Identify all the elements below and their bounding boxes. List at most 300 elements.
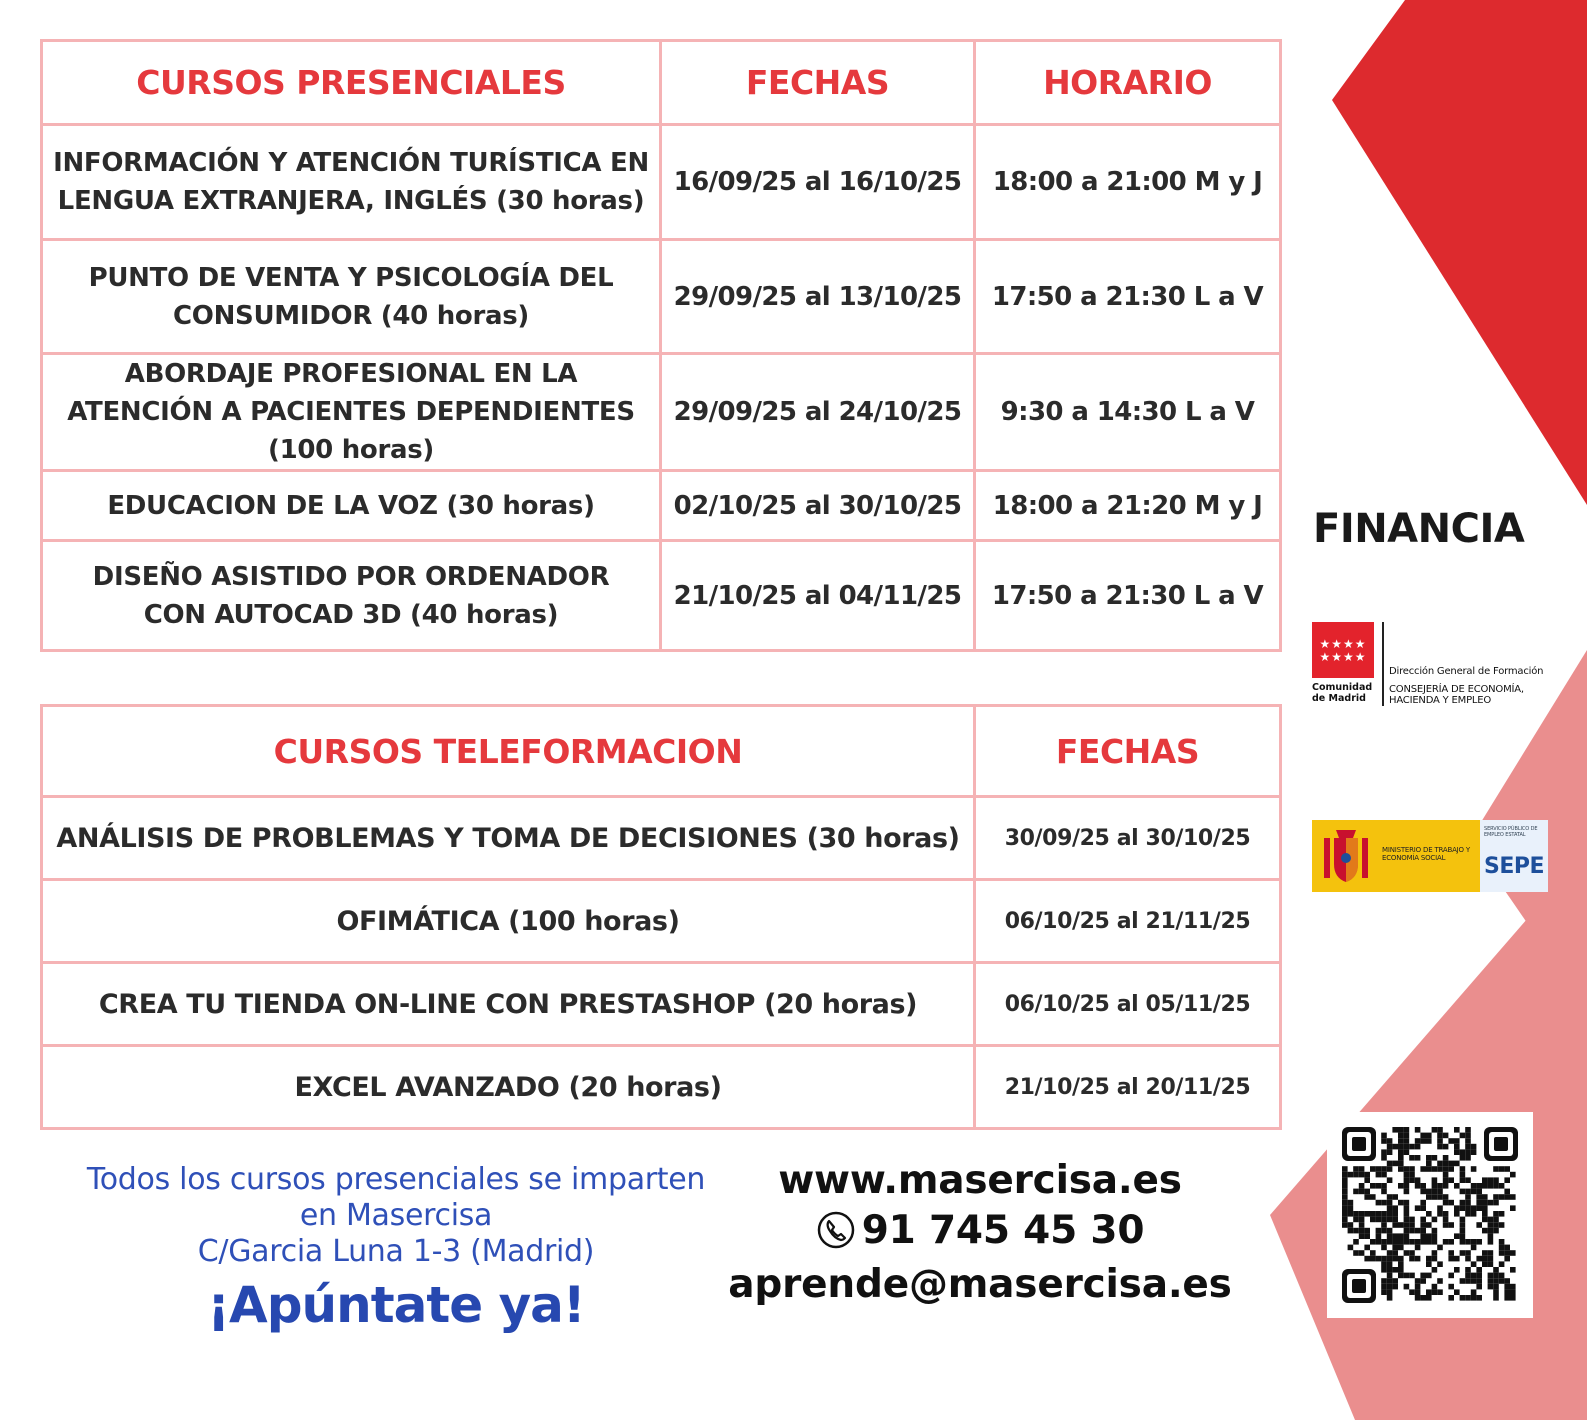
qr-module	[1398, 1245, 1404, 1251]
qr-module	[1476, 1222, 1482, 1228]
course-name: PUNTO DE VENTA Y PSICOLOGÍA DEL CONSUMIDOR (40 horas)	[42, 240, 661, 354]
qr-module	[1437, 1189, 1443, 1195]
qr-module	[1471, 1205, 1477, 1211]
qr-module	[1476, 1239, 1482, 1245]
sepe-logo	[1312, 820, 1548, 892]
qr-module	[1482, 1217, 1488, 1223]
qr-module	[1504, 1278, 1510, 1284]
spain-coat-of-arms-icon	[1318, 824, 1374, 888]
note-line-2: en Masercisa	[299, 1198, 493, 1233]
qr-module	[1398, 1161, 1404, 1167]
qr-module	[1493, 1194, 1499, 1200]
qr-module	[1359, 1166, 1365, 1172]
qr-module	[1404, 1149, 1410, 1155]
qr-module	[1454, 1256, 1460, 1262]
qr-module	[1471, 1239, 1477, 1245]
qr-module	[1387, 1161, 1393, 1167]
qr-module	[1476, 1205, 1482, 1211]
qr-module	[1454, 1183, 1460, 1189]
qr-module	[1376, 1217, 1382, 1223]
qr-module	[1465, 1267, 1471, 1273]
course-schedule: 18:00 a 21:20 M y J	[975, 471, 1281, 541]
qr-module	[1370, 1194, 1376, 1200]
email-link[interactable]: aprende@masercisa.es	[728, 1262, 1232, 1307]
qr-module	[1420, 1205, 1426, 1211]
qr-module	[1392, 1256, 1398, 1262]
course-dates: 02/10/25 al 30/10/25	[661, 471, 975, 541]
qr-module	[1398, 1133, 1404, 1139]
course-name: INFORMACIÓN Y ATENCIÓN TURÍSTICA EN LENGUA EXTRANJERA, INGLÉS (30 horas)	[42, 125, 661, 240]
qr-module	[1342, 1222, 1348, 1228]
qr-module	[1420, 1273, 1426, 1279]
qr-module	[1448, 1161, 1454, 1167]
qr-module	[1387, 1205, 1393, 1211]
qr-module	[1426, 1256, 1432, 1262]
qr-module	[1448, 1138, 1454, 1144]
qr-module	[1488, 1261, 1494, 1267]
qr-module	[1376, 1256, 1382, 1262]
qr-module	[1387, 1273, 1393, 1279]
qr-module	[1426, 1155, 1432, 1161]
qr-module	[1376, 1200, 1382, 1206]
qr-module	[1387, 1267, 1393, 1273]
qr-module	[1471, 1278, 1477, 1284]
qr-module	[1454, 1127, 1460, 1133]
qr-module	[1448, 1250, 1454, 1256]
qr-module	[1387, 1289, 1393, 1295]
qr-module	[1387, 1211, 1393, 1217]
qr-module	[1398, 1261, 1404, 1267]
qr-module	[1437, 1261, 1443, 1267]
qr-module	[1454, 1211, 1460, 1217]
qr-module	[1353, 1239, 1359, 1245]
qr-module	[1409, 1273, 1415, 1279]
course-dates: 21/10/25 al 04/11/25	[661, 541, 975, 651]
qr-module	[1504, 1177, 1510, 1183]
qr-module	[1392, 1233, 1398, 1239]
qr-module	[1426, 1138, 1432, 1144]
qr-module	[1392, 1250, 1398, 1256]
qr-module	[1448, 1284, 1454, 1290]
qr-module	[1432, 1228, 1438, 1234]
qr-module	[1488, 1273, 1494, 1279]
qr-module	[1460, 1222, 1466, 1228]
qr-module	[1488, 1228, 1494, 1234]
qr-module	[1342, 1166, 1348, 1172]
qr-module	[1415, 1295, 1421, 1301]
course-dates: 06/10/25 al 21/11/25	[975, 880, 1281, 963]
qr-module	[1443, 1166, 1449, 1172]
qr-module	[1432, 1166, 1438, 1172]
qr-module	[1448, 1273, 1454, 1279]
course-dates: 29/09/25 al 13/10/25	[661, 240, 975, 354]
qr-module	[1443, 1239, 1449, 1245]
qr-module	[1504, 1256, 1510, 1262]
qr-module	[1359, 1189, 1365, 1195]
qr-module	[1404, 1211, 1410, 1217]
qr-module	[1342, 1177, 1348, 1183]
qr-module	[1504, 1189, 1510, 1195]
qr-module	[1409, 1239, 1415, 1245]
qr-module	[1420, 1222, 1426, 1228]
qr-module	[1488, 1250, 1494, 1256]
qr-module	[1432, 1189, 1438, 1195]
qr-module	[1359, 1222, 1365, 1228]
qr-module	[1488, 1222, 1494, 1228]
course-name: ABORDAJE PROFESIONAL EN LA ATENCIÓN A PACIENTES DEPENDIENTES (100 horas)	[42, 354, 661, 471]
qr-module	[1381, 1239, 1387, 1245]
qr-module	[1381, 1217, 1387, 1223]
qr-module	[1432, 1177, 1438, 1183]
qr-module	[1432, 1250, 1438, 1256]
qr-module	[1404, 1200, 1410, 1206]
qr-module	[1437, 1166, 1443, 1172]
qr-module	[1398, 1233, 1404, 1239]
qr-code-icon[interactable]	[1327, 1112, 1533, 1318]
qr-module	[1415, 1239, 1421, 1245]
qr-module	[1504, 1295, 1510, 1301]
qr-module	[1465, 1250, 1471, 1256]
qr-module	[1392, 1222, 1398, 1228]
qr-module	[1409, 1250, 1415, 1256]
note-line-1: Todos los cursos presenciales se imparten	[86, 1162, 706, 1197]
qr-module	[1387, 1233, 1393, 1239]
qr-module	[1387, 1295, 1393, 1301]
qr-module	[1398, 1166, 1404, 1172]
qr-module	[1499, 1250, 1505, 1256]
qr-module	[1364, 1245, 1370, 1251]
qr-module	[1426, 1261, 1432, 1267]
qr-module	[1381, 1155, 1387, 1161]
qr-module	[1493, 1228, 1499, 1234]
qr-module	[1493, 1289, 1499, 1295]
qr-module	[1499, 1278, 1505, 1284]
qr-module	[1432, 1267, 1438, 1273]
qr-module	[1504, 1289, 1510, 1295]
qr-module	[1392, 1267, 1398, 1273]
qr-module	[1376, 1183, 1382, 1189]
qr-module	[1476, 1183, 1482, 1189]
stars-row-1: ★★★★	[1319, 637, 1367, 651]
qr-module	[1482, 1261, 1488, 1267]
ministry-text: MINISTERIO DE TRABAJO Y ECONOMÍA SOCIAL	[1382, 846, 1470, 862]
qr-module	[1370, 1250, 1376, 1256]
qr-module	[1387, 1177, 1393, 1183]
qr-module	[1510, 1172, 1516, 1178]
qr-module	[1392, 1239, 1398, 1245]
qr-module	[1381, 1256, 1387, 1262]
qr-module	[1493, 1211, 1499, 1217]
qr-module	[1493, 1183, 1499, 1189]
qr-module	[1404, 1166, 1410, 1172]
qr-module	[1392, 1127, 1398, 1133]
table-row	[42, 1046, 1281, 1129]
qr-module	[1376, 1233, 1382, 1239]
qr-module	[1359, 1250, 1365, 1256]
qr-module	[1415, 1245, 1421, 1251]
qr-module	[1398, 1273, 1404, 1279]
qr-module	[1476, 1189, 1482, 1195]
qr-module	[1443, 1217, 1449, 1223]
qr-module	[1398, 1155, 1404, 1161]
qr-module	[1476, 1200, 1482, 1206]
qr-module	[1426, 1239, 1432, 1245]
qr-module	[1420, 1295, 1426, 1301]
table-header-row	[42, 706, 1281, 797]
qr-module	[1409, 1217, 1415, 1223]
qr-module	[1499, 1183, 1505, 1189]
qr-module	[1465, 1127, 1471, 1133]
qr-module	[1387, 1200, 1393, 1206]
table-row	[42, 963, 1281, 1046]
qr-module	[1493, 1166, 1499, 1172]
course-schedule: 17:50 a 21:30 L a V	[975, 541, 1281, 651]
qr-module	[1387, 1144, 1393, 1150]
table-row	[42, 541, 1281, 651]
course-name: OFIMÁTICA (100 horas)	[42, 880, 975, 963]
qr-module	[1364, 1228, 1370, 1234]
qr-module	[1342, 1172, 1348, 1178]
qr-module	[1348, 1222, 1354, 1228]
qr-module	[1437, 1138, 1443, 1144]
madrid-flag-icon	[1312, 622, 1374, 678]
qr-module	[1420, 1189, 1426, 1195]
website-link[interactable]: www.masercisa.es	[778, 1158, 1182, 1203]
qr-module	[1482, 1200, 1488, 1206]
qr-module	[1415, 1144, 1421, 1150]
qr-module	[1465, 1295, 1471, 1301]
qr-module	[1493, 1200, 1499, 1206]
qr-module	[1376, 1239, 1382, 1245]
qr-module	[1409, 1289, 1415, 1295]
qr-module	[1404, 1205, 1410, 1211]
qr-module	[1381, 1189, 1387, 1195]
qr-module	[1488, 1284, 1494, 1290]
table-row	[42, 471, 1281, 541]
qr-module	[1404, 1144, 1410, 1150]
qr-module	[1381, 1222, 1387, 1228]
qr-module	[1482, 1177, 1488, 1183]
qr-module	[1359, 1233, 1365, 1239]
table-row	[42, 240, 1281, 354]
qr-module	[1471, 1245, 1477, 1251]
qr-module	[1387, 1256, 1393, 1262]
qr-module	[1437, 1245, 1443, 1251]
qr-module	[1460, 1149, 1466, 1155]
qr-module	[1437, 1133, 1443, 1139]
course-name: ANÁLISIS DE PROBLEMAS Y TOMA DE DECISIONES (30 horas)	[42, 797, 975, 880]
qr-module	[1465, 1278, 1471, 1284]
qr-module	[1364, 1172, 1370, 1178]
red-chevron-shape	[1332, 0, 1587, 505]
qr-module	[1409, 1144, 1415, 1150]
qr-module	[1381, 1211, 1387, 1217]
qr-module	[1370, 1217, 1376, 1223]
qr-module	[1420, 1138, 1426, 1144]
qr-module	[1482, 1250, 1488, 1256]
qr-module	[1353, 1211, 1359, 1217]
note-line-3: C/Garcia Luna 1-3 (Madrid)	[197, 1234, 595, 1269]
qr-module	[1432, 1194, 1438, 1200]
header-horario: HORARIO	[975, 41, 1281, 125]
qr-module	[1359, 1172, 1365, 1178]
qr-module	[1404, 1189, 1410, 1195]
qr-module	[1432, 1127, 1438, 1133]
qr-module	[1415, 1256, 1421, 1262]
qr-module	[1381, 1138, 1387, 1144]
qr-module	[1398, 1183, 1404, 1189]
qr-module	[1387, 1217, 1393, 1223]
qr-module	[1465, 1256, 1471, 1262]
qr-module	[1504, 1284, 1510, 1290]
qr-module	[1392, 1211, 1398, 1217]
phone-number[interactable]	[700, 1208, 1260, 1253]
qr-module	[1499, 1222, 1505, 1228]
qr-module	[1448, 1239, 1454, 1245]
cm-name	[1312, 682, 1378, 704]
qr-module	[1437, 1161, 1443, 1167]
qr-module	[1420, 1217, 1426, 1223]
qr-module	[1476, 1273, 1482, 1279]
course-schedule: 9:30 a 14:30 L a V	[975, 354, 1281, 471]
qr-module	[1471, 1166, 1477, 1172]
qr-module	[1443, 1155, 1449, 1161]
qr-module	[1448, 1295, 1454, 1301]
qr-module	[1415, 1205, 1421, 1211]
qr-module	[1381, 1166, 1387, 1172]
qr-module	[1448, 1222, 1454, 1228]
qr-module	[1460, 1205, 1466, 1211]
qr-module	[1510, 1289, 1516, 1295]
course-name: EXCEL AVANZADO (20 horas)	[42, 1046, 975, 1129]
qr-module	[1460, 1233, 1466, 1239]
qr-module	[1392, 1278, 1398, 1284]
qr-module	[1476, 1194, 1482, 1200]
qr-module	[1482, 1211, 1488, 1217]
table-row	[42, 797, 1281, 880]
qr-module	[1471, 1261, 1477, 1267]
qr-module	[1398, 1127, 1404, 1133]
qr-module	[1454, 1205, 1460, 1211]
qr-module	[1465, 1273, 1471, 1279]
qr-module	[1499, 1261, 1505, 1267]
qr-module	[1471, 1295, 1477, 1301]
qr-module	[1443, 1222, 1449, 1228]
qr-module	[1437, 1183, 1443, 1189]
teleformacion-table	[40, 704, 1282, 1130]
qr-module	[1504, 1166, 1510, 1172]
qr-module	[1510, 1267, 1516, 1273]
table-row	[42, 880, 1281, 963]
qr-module	[1387, 1239, 1393, 1245]
qr-module	[1404, 1172, 1410, 1178]
qr-module	[1432, 1233, 1438, 1239]
qr-module	[1460, 1155, 1466, 1161]
qr-module	[1409, 1228, 1415, 1234]
qr-module	[1404, 1127, 1410, 1133]
qr-module	[1398, 1138, 1404, 1144]
qr-module	[1426, 1222, 1432, 1228]
qr-module	[1376, 1211, 1382, 1217]
sepe-box	[1480, 820, 1548, 892]
qr-module	[1471, 1211, 1477, 1217]
course-dates: 21/10/25 al 20/11/25	[975, 1046, 1281, 1129]
qr-module	[1409, 1177, 1415, 1183]
qr-module	[1359, 1217, 1365, 1223]
qr-module	[1381, 1261, 1387, 1267]
qr-module	[1471, 1273, 1477, 1279]
qr-module	[1448, 1166, 1454, 1172]
qr-module	[1460, 1172, 1466, 1178]
qr-module	[1454, 1149, 1460, 1155]
qr-module	[1409, 1155, 1415, 1161]
qr-module	[1437, 1144, 1443, 1150]
qr-module	[1387, 1278, 1393, 1284]
qr-module	[1404, 1222, 1410, 1228]
qr-module	[1488, 1183, 1494, 1189]
qr-module	[1460, 1278, 1466, 1284]
table-row	[42, 354, 1281, 471]
qr-module	[1493, 1295, 1499, 1301]
qr-module	[1488, 1278, 1494, 1284]
course-dates: 16/09/25 al 16/10/25	[661, 125, 975, 240]
qr-module	[1348, 1200, 1354, 1206]
qr-module	[1465, 1149, 1471, 1155]
qr-module	[1465, 1189, 1471, 1195]
qr-module	[1381, 1228, 1387, 1234]
qr-module	[1404, 1138, 1410, 1144]
qr-module	[1476, 1284, 1482, 1290]
qr-module	[1443, 1200, 1449, 1206]
qr-module	[1364, 1211, 1370, 1217]
course-name: EDUCACION DE LA VOZ (30 horas)	[42, 471, 661, 541]
qr-module	[1454, 1267, 1460, 1273]
qr-module	[1370, 1239, 1376, 1245]
qr-module	[1437, 1194, 1443, 1200]
qr-module	[1443, 1183, 1449, 1189]
qr-module	[1443, 1172, 1449, 1178]
qr-module	[1432, 1183, 1438, 1189]
qr-module	[1510, 1205, 1516, 1211]
qr-module	[1488, 1200, 1494, 1206]
qr-module	[1432, 1155, 1438, 1161]
qr-module	[1381, 1267, 1387, 1273]
phone-icon	[816, 1210, 856, 1250]
qr-module	[1376, 1166, 1382, 1172]
qr-module	[1460, 1189, 1466, 1195]
qr-module	[1387, 1166, 1393, 1172]
qr-module	[1499, 1273, 1505, 1279]
qr-module	[1471, 1149, 1477, 1155]
qr-module	[1488, 1217, 1494, 1223]
qr-module	[1364, 1177, 1370, 1183]
qr-module	[1504, 1250, 1510, 1256]
qr-module	[1398, 1149, 1404, 1155]
qr-module	[1342, 1217, 1348, 1223]
qr-module	[1471, 1189, 1477, 1195]
qr-module	[1476, 1278, 1482, 1284]
qr-module	[1381, 1183, 1387, 1189]
qr-module	[1364, 1256, 1370, 1262]
qr-module	[1381, 1133, 1387, 1139]
header-fechas: FECHAS	[661, 41, 975, 125]
qr-module	[1432, 1284, 1438, 1290]
qr-module	[1488, 1233, 1494, 1239]
header-cursos-teleformacion: CURSOS TELEFORMACION	[42, 706, 975, 797]
call-to-action: ¡Apúntate ya!	[207, 1276, 585, 1334]
course-dates: 06/10/25 al 05/11/25	[975, 963, 1281, 1046]
qr-module	[1387, 1261, 1393, 1267]
